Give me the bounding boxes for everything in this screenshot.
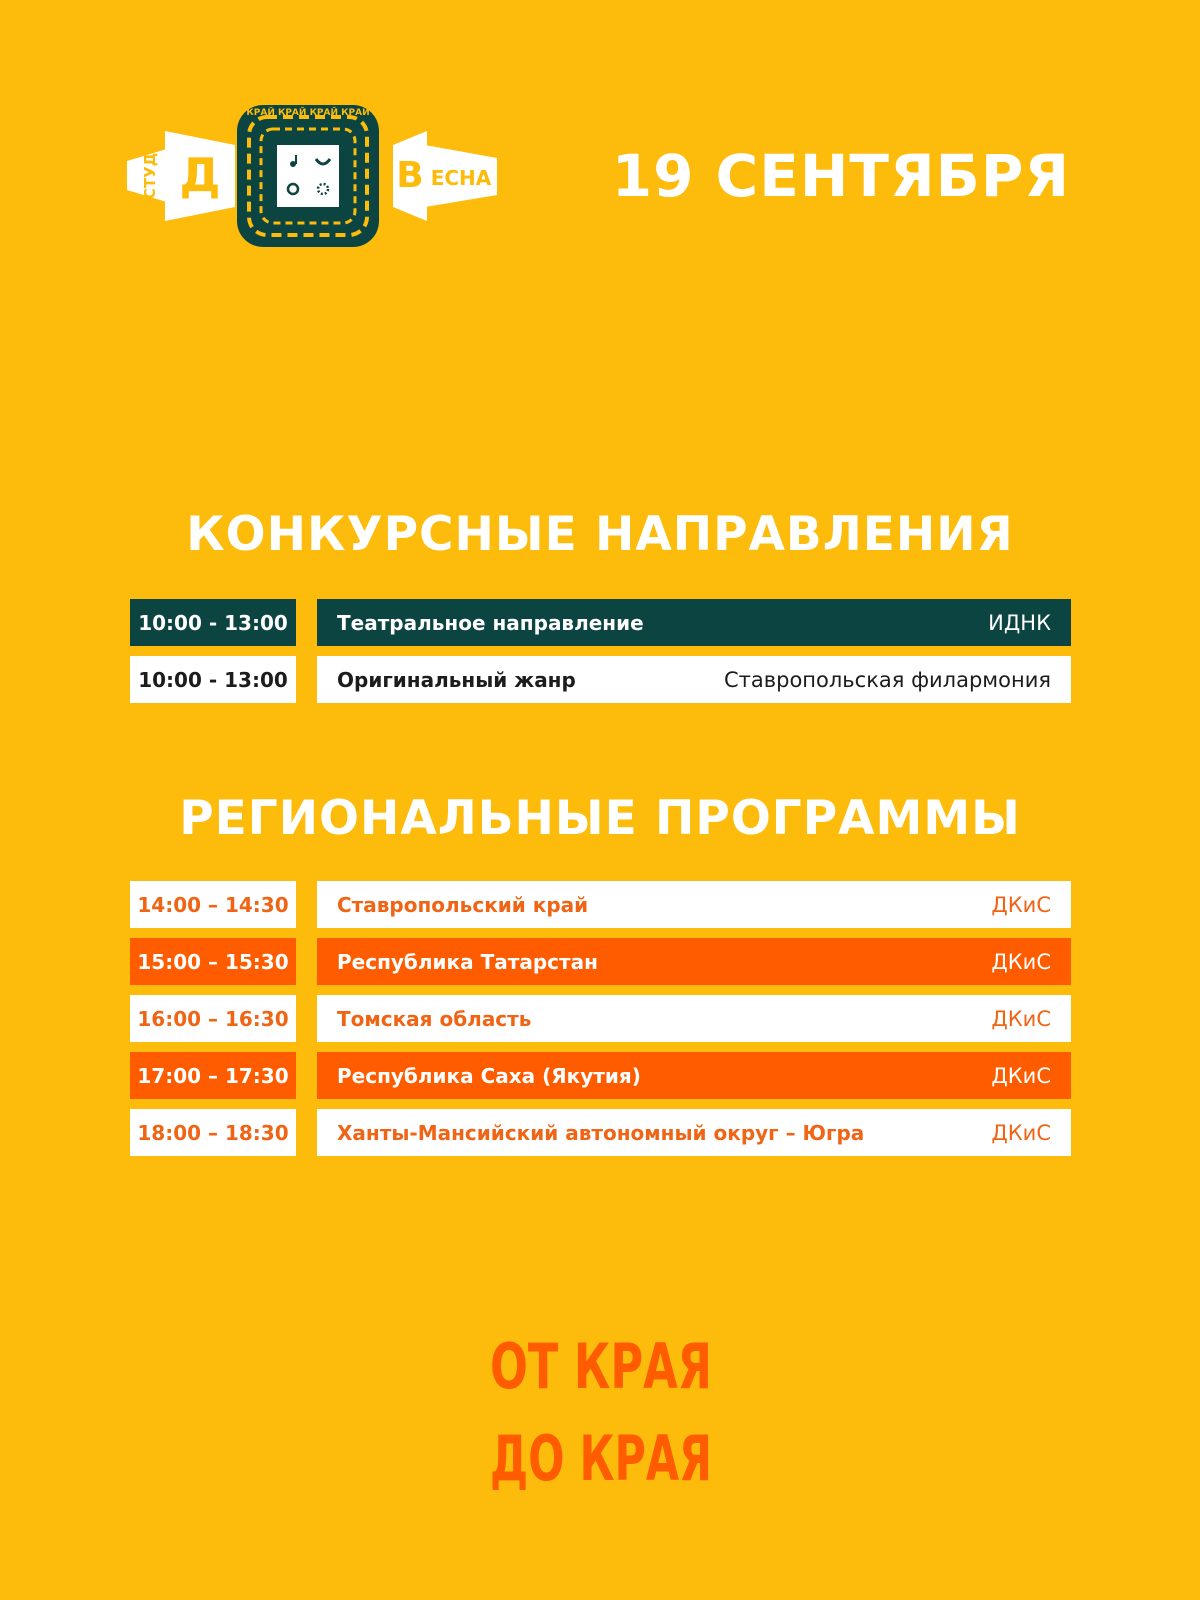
competition-title: КОНКУРСНЫЕ НАПРАВЛЕНИЯ [186,507,1014,562]
row-time: 14:00 – 14:30 [130,881,296,928]
row-time: 10:00 - 13:00 [130,599,296,646]
row-time: 18:00 – 18:30 [130,1109,296,1156]
svg-text:ЕСНА: ЕСНА [430,166,492,190]
row-bar [317,656,1071,703]
studvesna-logo [120,103,515,249]
row-bar [317,599,1071,646]
row-title: Республика Татарстан [337,949,598,974]
row-venue: ДКиС [991,1120,1051,1145]
row-venue: Ставропольская филармония [723,667,1051,692]
row-venue: ДКиС [991,892,1051,917]
row-time: 16:00 – 16:30 [130,995,296,1042]
row-title: Ставропольский край [337,892,589,917]
row-time: 10:00 - 13:00 [130,656,296,703]
svg-text:Д: Д [179,148,221,202]
row-bar [317,938,1071,985]
schedule-row [130,599,1071,646]
row-time: 15:00 – 15:30 [130,938,296,985]
row-bar [317,881,1071,928]
row-title: Ханты-Мансийский автономный округ – Югра [337,1120,865,1145]
row-venue: ДКиС [991,1063,1051,1088]
logo-ring-text: КРАЙ КРАЙ КРАЙ КРАЙ КРАЙ КРАЙ КРАЙ КРАЙ КРАЙ КРАЙ КРАЙ КРАЙ [120,108,496,118]
schedule-row [130,938,1071,985]
row-bar [317,995,1071,1042]
schedule-row [130,1109,1071,1156]
schedule-row [130,881,1071,928]
row-title: Театральное направление [337,610,644,635]
row-venue: ИДНК [988,610,1051,635]
schedule-row [130,995,1071,1042]
svg-text:СТУД: СТУД [141,152,159,200]
competition-schedule [130,599,1071,713]
row-time: 17:00 – 17:30 [130,1052,296,1099]
row-venue: ДКиС [991,1006,1051,1031]
row-title: Томская область [337,1006,532,1031]
regional-title: РЕГИОНАЛЬНЫЕ ПРОГРАММЫ [179,791,1021,846]
row-title: Оригинальный жанр [337,667,576,692]
regional-schedule [130,881,1071,1166]
slogan-line-2: ДО КРАЯ [490,1422,712,1495]
slogan [486,1300,716,1495]
slogan-line-1: ОТ КРАЯ [490,1330,712,1403]
row-bar [317,1109,1071,1156]
schedule-row [130,656,1071,703]
svg-text:В: В [396,155,424,196]
row-bar [317,1052,1071,1099]
row-title: Республика Саха (Якутия) [337,1063,641,1088]
row-venue: ДКиС [991,949,1051,974]
schedule-row [130,1052,1071,1099]
event-date: 19 СЕНТЯБРЯ [611,142,1070,210]
